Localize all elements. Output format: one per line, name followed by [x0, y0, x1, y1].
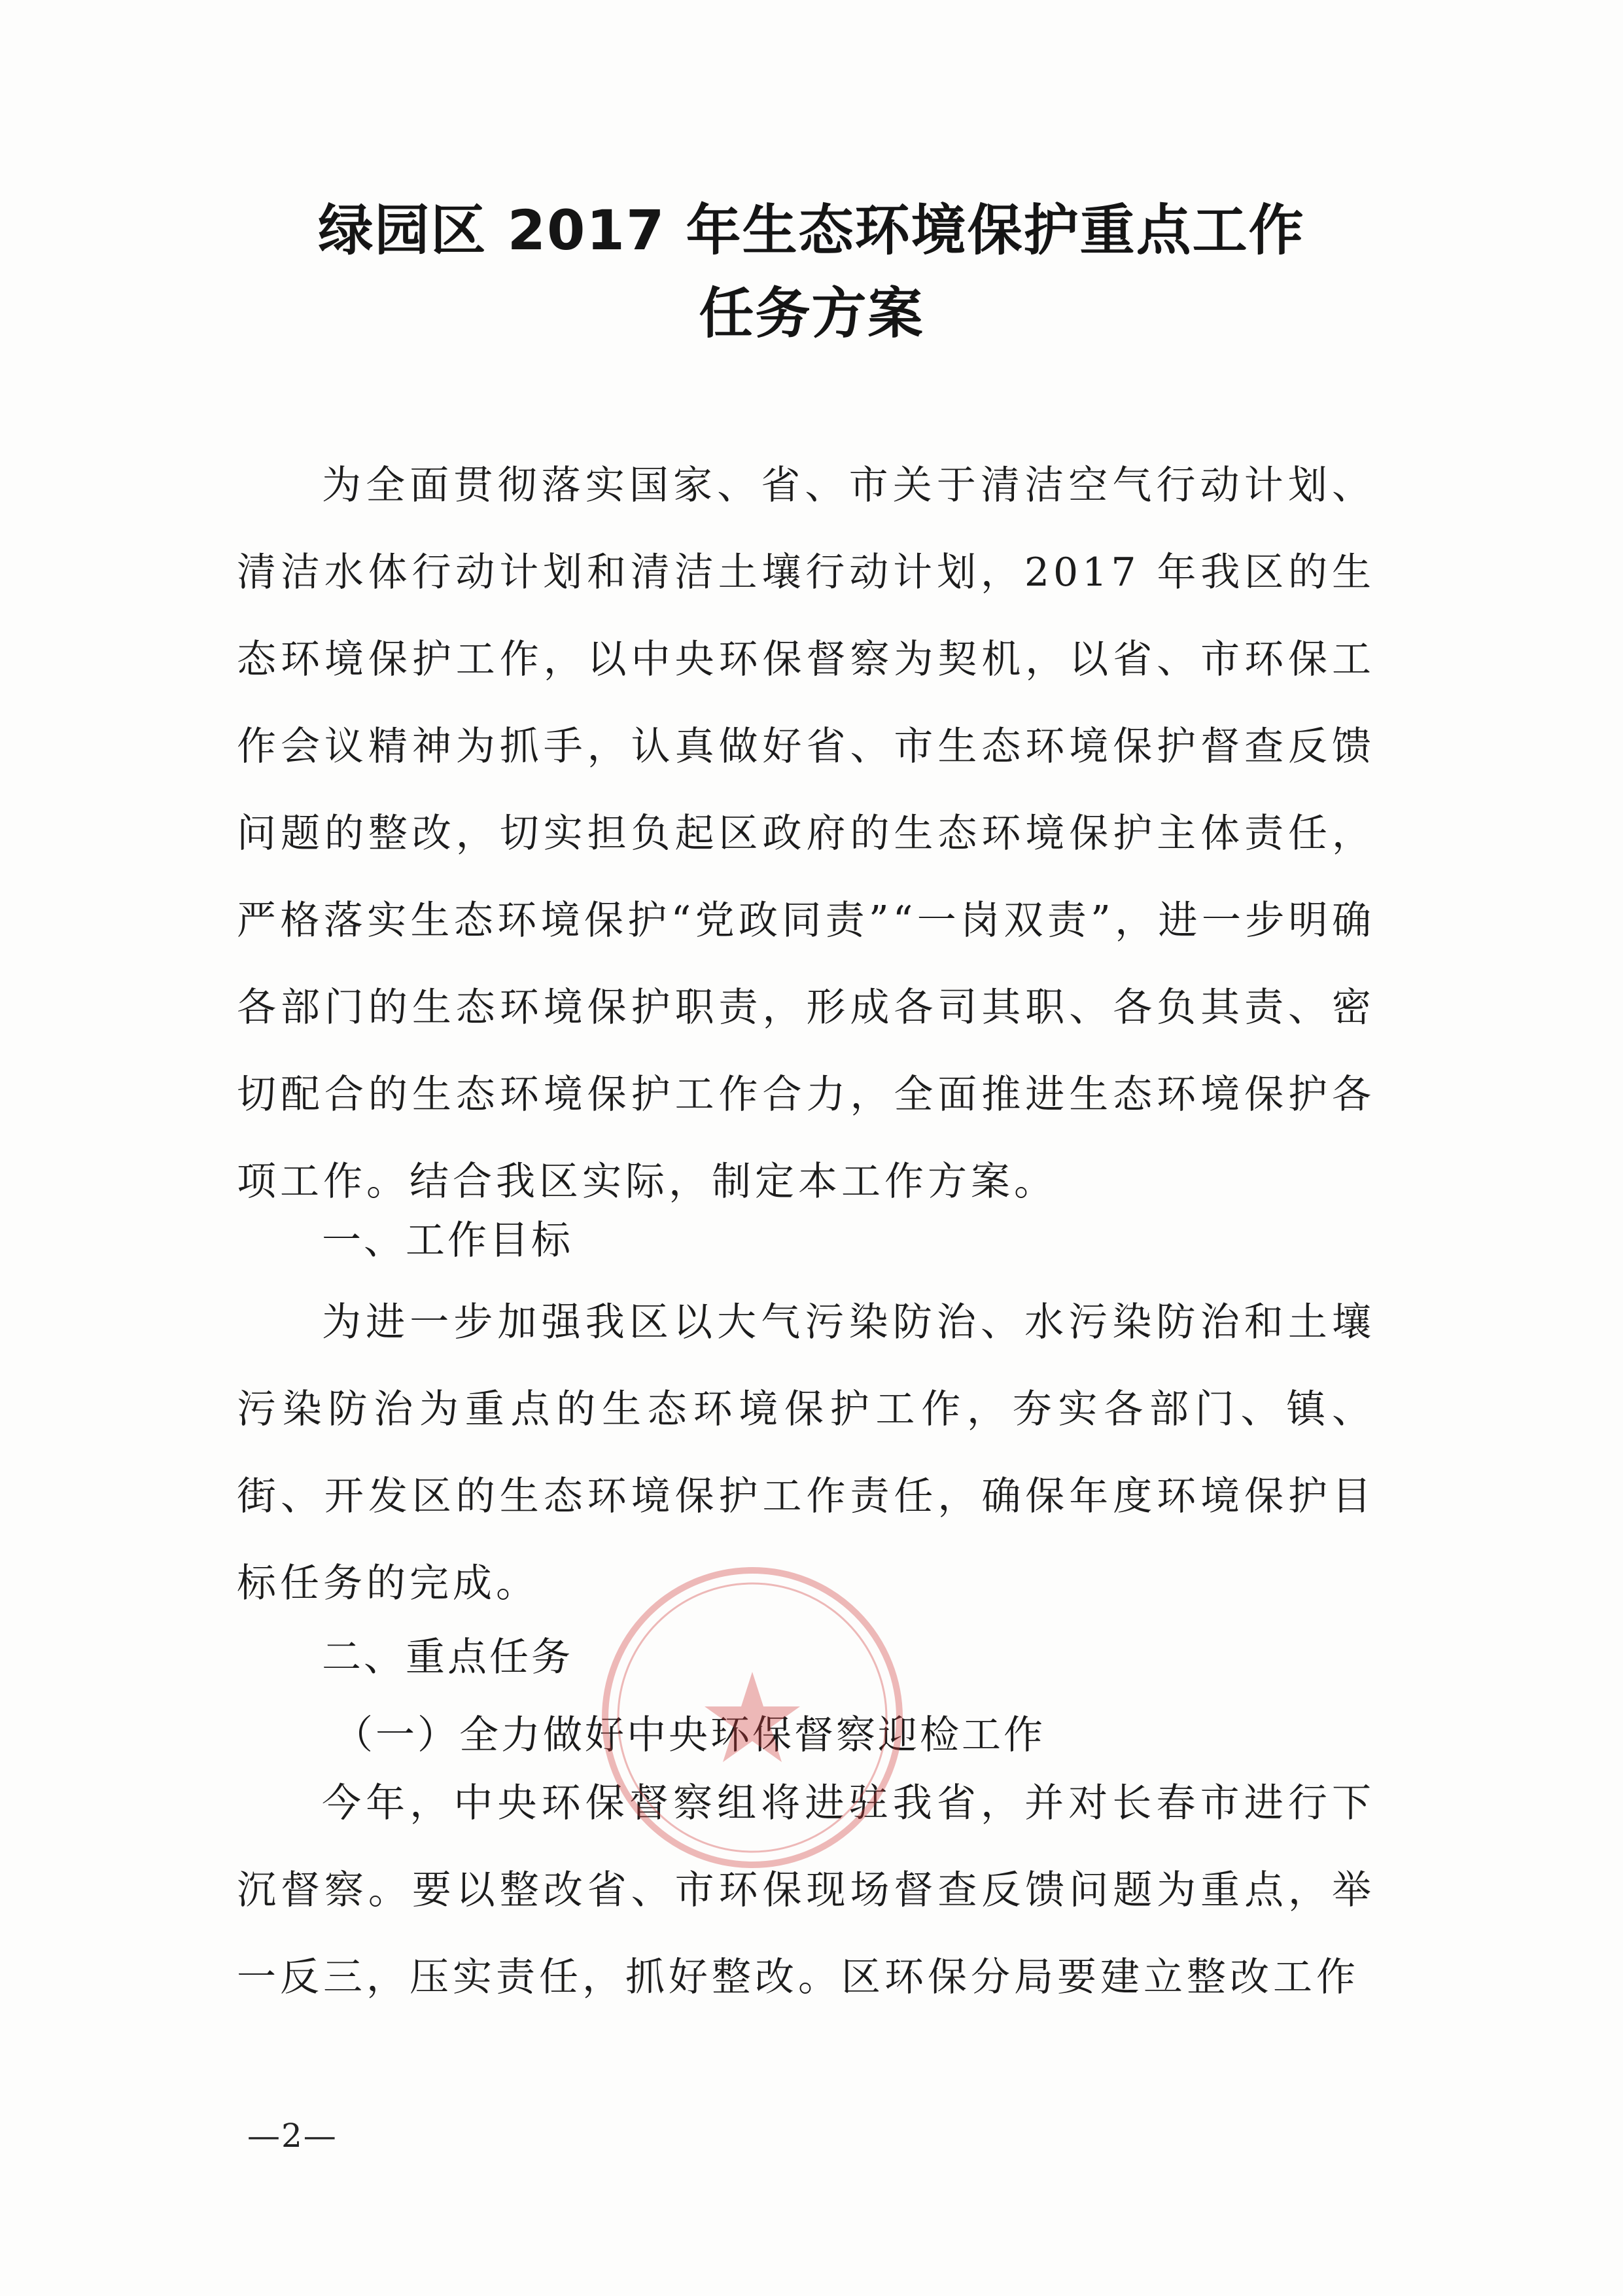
document-title-line-2: 任务方案	[699, 281, 924, 345]
section-1-heading: 一、工作目标	[322, 1218, 573, 1263]
section-1-paragraph: 为进一步加强我区以大气污染防治、水污染防治和土壤污染防治为重点的生态环境保护工作，夯实各部门、镇、街、开发区的生态环境保护工作责任，确保年度环境保护目标任务的完成。	[237, 1299, 1375, 1606]
document-title-line-1: 绿园区 2017 年生态环境保护重点工作	[318, 198, 1305, 262]
intro-paragraph-block	[237, 442, 1375, 1226]
page-number: —2—	[247, 2117, 338, 2155]
subsection-1-heading: （一）全力做好中央环保督察迎检工作	[334, 1712, 1045, 1758]
intro-paragraph: 为全面贯彻落实国家、省、市关于清洁空气行动计划、清洁水体行动计划和清洁土壤行动计划，2017 年我区的生态环境保护工作，以中央环保督察为契机，以省、市环保工作会议精神为抓手，认真做好省、市生态环境保护督查反馈问题的整改，切实担负起区政府的生态环境保护主体责任，严格落实生态环境保护“党政同责”“一岗双责”，进一步明确各部门的生态环境保护职责，形成各司其职、各负其责、密切配合的生态环境保护工作合力，全面推进生态环境保护各项工作。结合我区实际，制定本工作方案。	[237, 463, 1375, 1205]
official-seal-icon	[592, 1557, 913, 1878]
section-2-heading: 二、重点任务	[322, 1634, 573, 1680]
subsection-1-paragraph: 今年，中央环保督察组将进驻我省，并对长春市进行下沉督察。要以整改省、市环保现场督查反馈问题为重点，举一反三，压实责任，抓好整改。区环保分局要建立整改工作	[237, 1780, 1375, 2000]
